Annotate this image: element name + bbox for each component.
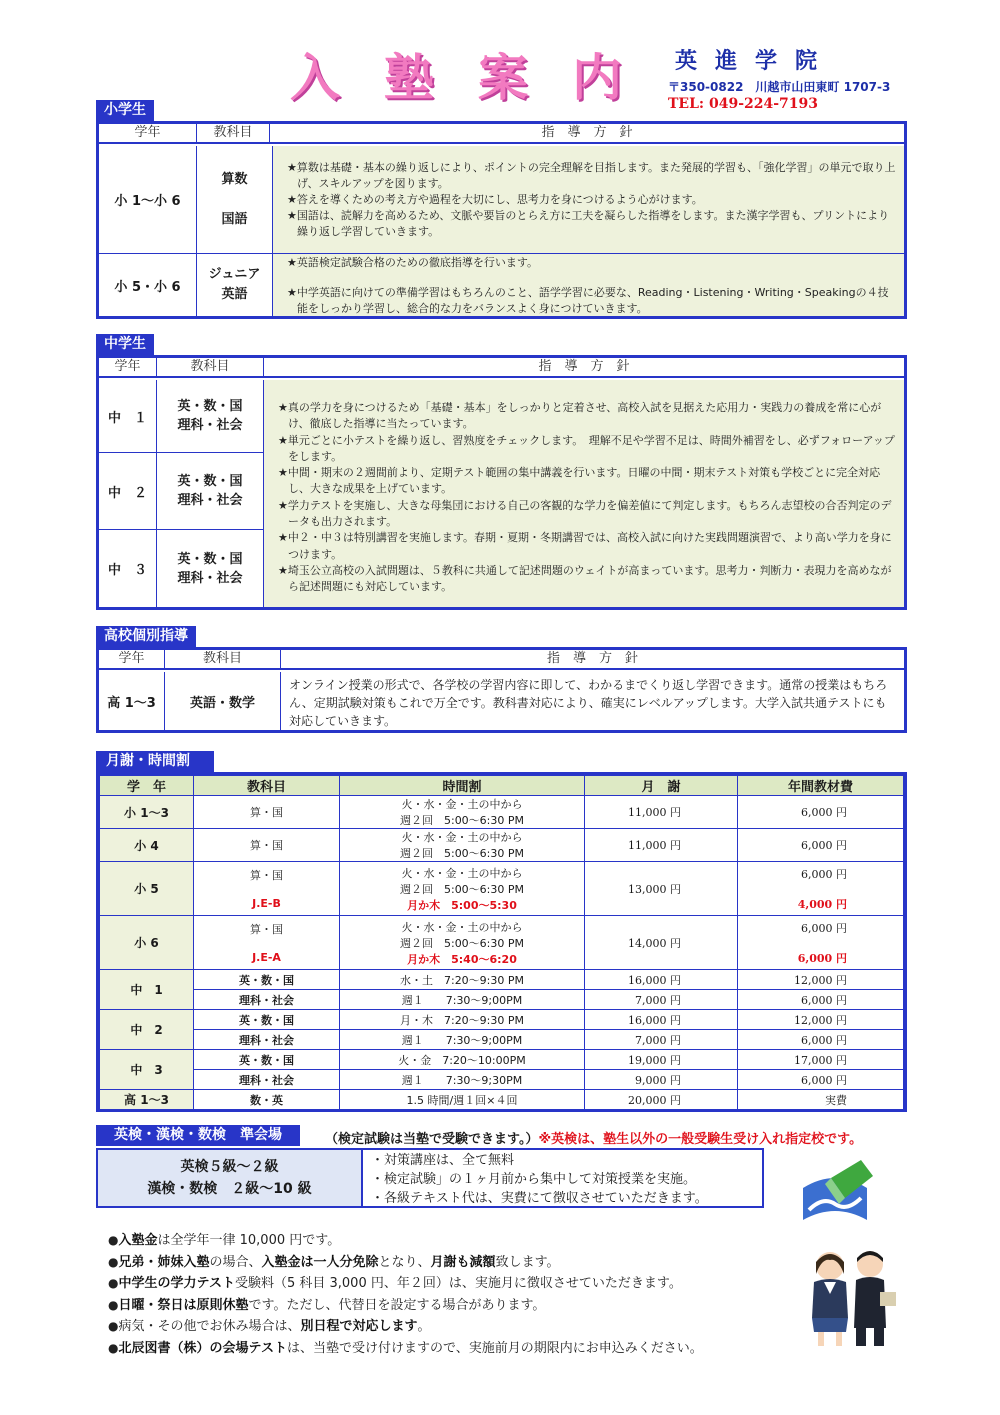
- subject-label: 算・国: [250, 869, 283, 882]
- schedule-cell: [340, 829, 585, 862]
- fee-cell: 11,000 円: [585, 829, 738, 862]
- material-cell: 12,000 円: [738, 1010, 904, 1030]
- subject-cell: 理科・社会: [194, 1030, 340, 1050]
- subject-label: 算・国: [250, 923, 283, 936]
- material-cell: 6,000 円: [738, 796, 904, 829]
- note-bold: 日曜・祭日は原則休塾: [118, 1297, 249, 1313]
- fee-cell: 16,000 円: [585, 1010, 738, 1030]
- table-row: [100, 796, 904, 829]
- note-text: 致します。: [495, 1254, 560, 1270]
- note-text: 病気・その他でお休み場合は、: [118, 1319, 301, 1334]
- header-grade: 学 年: [100, 776, 194, 796]
- subject-cell: 算・国: [194, 829, 340, 862]
- schedule-days: 火・水・金・土の中から: [401, 866, 523, 880]
- material-value-je: 6,000 円: [797, 951, 847, 965]
- table-row: [100, 1050, 904, 1070]
- subject-cell: [194, 916, 340, 970]
- grade-cell: 小 4: [100, 829, 194, 862]
- grade-cell: 小 1〜3: [100, 796, 194, 829]
- table-header: [99, 650, 904, 670]
- policy-line: ★中間・期末の２週間前より、定期テスト範囲の集中講義を行います。日曜の中間・期末テスト対策も学校ごとに完全対応し、大きな成果を上げています。: [278, 466, 881, 496]
- header-grade: 学年: [99, 358, 157, 376]
- subject-label: 英・数・国: [177, 551, 243, 567]
- table-row: [100, 916, 904, 970]
- subject-cell: 英語・数学: [165, 672, 281, 730]
- header-policy: 指 導 方 針: [546, 651, 638, 666]
- exam-levels: [98, 1150, 363, 1206]
- subject-label: 英・数・国: [177, 399, 243, 414]
- policy-junior: [264, 380, 904, 607]
- note-item: ●入塾金は全学年一律 10,000 円です。: [108, 1233, 341, 1248]
- exam-note-warning: ※英検は、塾生以外の一般受験生受け入れ指定校です。: [538, 1132, 863, 1147]
- subject-label: 理科・社会: [177, 418, 243, 433]
- grade-cell: 中 ２: [99, 453, 157, 530]
- exam-box: [96, 1148, 764, 1208]
- subject-label: 算数: [221, 171, 248, 187]
- subject-cell: [197, 146, 273, 254]
- subject-cell: 英・数・国: [194, 970, 340, 990]
- note-bold: 兄弟・姉妹入塾: [118, 1254, 210, 1270]
- table-header: [99, 124, 904, 144]
- table-row: [100, 1090, 904, 1110]
- subject-label-je: J.E-A: [252, 951, 281, 964]
- table-row: [100, 829, 904, 862]
- school-tel: TEL: 049-224-7193: [668, 96, 819, 112]
- fee-cell: 9,000 円: [585, 1070, 738, 1090]
- policy-english: [273, 254, 904, 316]
- note-bold: 中学生の学力テスト: [118, 1276, 235, 1291]
- high-table: [96, 647, 907, 733]
- schedule-time: 週２回 5:00〜6:30 PM: [399, 882, 525, 896]
- exam-details: [363, 1150, 762, 1206]
- subject-label: 国語: [221, 211, 248, 227]
- fee-cell: 11,000 円: [585, 796, 738, 829]
- section-label-junior: 中学生: [96, 334, 154, 355]
- table-row: [100, 990, 904, 1010]
- schedule-time: 週２回 5:00〜6:30 PM: [399, 847, 525, 860]
- school-address: 〒350-0822 川越市山田東町 1707-3: [668, 80, 891, 94]
- subject-label: 英・数・国: [177, 474, 243, 489]
- section-label-fees: 月謝・時間割: [96, 751, 214, 772]
- material-cell: 実費: [738, 1090, 904, 1110]
- subject-cell: 英・数・国: [194, 1050, 340, 1070]
- exam-level-kanken: 漢検・数検 ２級〜10 級: [147, 1181, 312, 1197]
- header-subject: 教科目: [157, 358, 264, 376]
- exam-detail-line: ・検定試験」の１ヶ月前から集中して対策授業を実施。: [371, 1172, 697, 1187]
- header-grade: 学年: [99, 650, 165, 668]
- schedule-days: 火・水・金・土の中から: [401, 920, 523, 934]
- note-text: は、当塾で受け付けますので、実施前月の期限内にお申込みください。: [286, 1340, 703, 1356]
- note-item: ●病気・その他でお休み場合は、別日程で対応します。: [108, 1319, 431, 1334]
- policy-line: ★答えを導くための考え方や過程を大切にし、思考力を身につけるよう心がけます。: [287, 193, 703, 206]
- subject-label: ジュニア: [208, 267, 261, 282]
- fee-cell: 7,000 円: [585, 990, 738, 1010]
- material-cell: 12,000 円: [738, 970, 904, 990]
- table-row: [100, 1010, 904, 1030]
- schedule-time: 週２回 5:00〜6:30 PM: [399, 936, 525, 950]
- policy-line: ★算数は基礎・基本の繰り返しにより、ポイントの完全理解を目指します。また発展的学習も、「強化学習」の単元で取り上げ、スキルアップを図ります。: [287, 161, 896, 190]
- fee-table: [96, 772, 907, 1112]
- schedule-days: 火・水・金・土の中から: [401, 831, 523, 844]
- material-cell: 6,000 円: [738, 1070, 904, 1090]
- subject-label: 理科・社会: [177, 570, 243, 586]
- subject-cell: [197, 254, 273, 316]
- exam-note-main: （検定試験は当塾で受験できます。）: [325, 1132, 539, 1147]
- schedule-cell: 週１ 7:30〜9;30PM: [340, 1070, 585, 1090]
- note-item: ●中学生の学力テスト受験料（5 科目 3,000 円、年２回）は、実施月に徴収させていただきます。: [108, 1276, 682, 1291]
- note-text: です。ただし、代替日を設定する場合があります。: [248, 1297, 546, 1313]
- header-subject: 教科目: [165, 650, 281, 668]
- schedule-time-je: 月か木 5:00〜5:30: [407, 898, 517, 912]
- subject-label-je: J.E-B: [252, 897, 281, 910]
- grade-cell: 小 6: [100, 916, 194, 970]
- subject-cell: 理科・社会: [194, 990, 340, 1010]
- header-subject: 教科目: [194, 776, 340, 796]
- section-label-exam: 英検・漢検・数検 準会場: [96, 1125, 300, 1146]
- table-row: [100, 970, 904, 990]
- subject-label: 英語: [221, 287, 248, 302]
- table-row: [100, 1070, 904, 1090]
- policy-line: ★学力テストを実施し、大きな母集団における自己の客観的な学力を偏差値にて判定します。もちろん志望校の合否判定のデータも出力されます。: [278, 498, 892, 529]
- note-bold: 入塾金は一人分免除: [261, 1254, 379, 1270]
- grade-cell: 小 5: [100, 862, 194, 916]
- subject-label: 理科・社会: [177, 493, 243, 508]
- table-row: [100, 862, 904, 916]
- table-header: [99, 358, 904, 378]
- note-item: ●北辰図書（株）の会場テストは、当塾で受け付けますので、実施前月の期限内にお申込みください。: [108, 1340, 703, 1356]
- header: [0, 0, 1000, 110]
- policy-line: ★英語検定試験合格のための徹底指導を行います。: [287, 256, 538, 269]
- note-bold: 別日程で対応します: [300, 1319, 418, 1334]
- subject-cell: 数・英: [194, 1090, 340, 1110]
- note-text: 。: [417, 1319, 431, 1334]
- schedule-cell: [340, 916, 585, 970]
- note-bold: 入塾金: [118, 1233, 158, 1248]
- fee-cell: 16,000 円: [585, 970, 738, 990]
- grade-cell: 中 3: [100, 1050, 194, 1090]
- fee-cell: 7,000 円: [585, 1030, 738, 1050]
- exam-detail-line: ・対策講座は、全て無料: [371, 1153, 515, 1168]
- header-policy: 指 導 方 針: [538, 359, 630, 374]
- table-row: [100, 1030, 904, 1050]
- elementary-table: [96, 121, 907, 319]
- schedule-cell: 週１ 7:30〜9;00PM: [340, 990, 585, 1010]
- subject-cell: [194, 862, 340, 916]
- material-value-je: 4,000 円: [797, 897, 847, 911]
- subject-cell: [157, 380, 264, 453]
- schedule-time: 週２回 5:00〜6:30 PM: [399, 814, 525, 827]
- page-title: 入塾案内: [290, 48, 666, 107]
- policy-line: ★国語は、読解力を高めるため、文脈や要旨のとらえ方に工夫を凝らした指導をします。また漢字学習も、プリントにより繰り返し学習していきます。: [287, 209, 890, 238]
- note-bold: 北辰図書（株）の会場テスト: [118, 1340, 287, 1356]
- fee-cell: 13,000 円: [585, 862, 738, 916]
- policy-line: ★中学英語に向けての準備学習はもちろんのこと、語学学習に必要な、Reading・Listening・Writing・Speakingの４技能をしっかり学習し、総合的な力をバランスよく身につけていきます。: [287, 286, 889, 315]
- material-value: 6,000 円: [801, 921, 847, 935]
- note-item: ●兄弟・姉妹入塾の場合、入塾金は一人分免除となり、月謝も減額致します。: [108, 1254, 560, 1270]
- subject-cell: [157, 530, 264, 607]
- schedule-cell: [340, 796, 585, 829]
- header-grade: 学年: [99, 124, 197, 142]
- schedule-time-je: 月か木 5:40〜6:20: [407, 952, 517, 966]
- fee-cell: 19,000 円: [585, 1050, 738, 1070]
- header-schedule: 時間割: [340, 776, 585, 796]
- subject-cell: 理科・社会: [194, 1070, 340, 1090]
- subject-cell: 英・数・国: [194, 1010, 340, 1030]
- note-text: は全学年一律 10,000 円です。: [157, 1233, 341, 1248]
- note-item: ●日曜・祭日は原則休塾です。ただし、代替日を設定する場合があります。: [108, 1297, 546, 1313]
- header-subject: 教科目: [197, 124, 270, 142]
- note-bold: 月謝も減額: [430, 1254, 496, 1270]
- grade-cell: 中 ３: [99, 530, 157, 607]
- logo-icon: [795, 1158, 875, 1230]
- exam-note: [325, 1128, 862, 1147]
- schedule-cell: 週１ 7:30〜9;00PM: [340, 1030, 585, 1050]
- grade-cell: 中 2: [100, 1010, 194, 1050]
- subject-cell: 算・国: [194, 796, 340, 829]
- subject-cell: [157, 453, 264, 530]
- header-policy: 指 導 方 針: [541, 125, 633, 140]
- material-value: 6,000 円: [801, 867, 847, 881]
- header-fee: 月 謝: [585, 776, 738, 796]
- section-label-elementary: 小学生: [96, 100, 154, 121]
- note-text: 受験料（5 科目 3,000 円、年２回）は、実施月に徴収させていただきます。: [234, 1276, 682, 1291]
- grade-cell: 中 １: [99, 380, 157, 453]
- policy-line: ★中２・中３は特別講習を実施します。春期・夏期・冬期講習では、高校入試に向けた実践問題演習で、より高い学力を身につけます。: [278, 531, 892, 561]
- header-material: 年間教材費: [738, 776, 904, 796]
- section-label-high: 高校個別指導: [96, 626, 196, 647]
- grade-cell: 高 1〜3: [99, 672, 165, 730]
- note-text: となり、: [378, 1254, 431, 1270]
- grade-cell: 小 5・小 6: [99, 254, 197, 316]
- grade-cell: 小 1〜小 6: [99, 146, 197, 254]
- schedule-days: 火・水・金・土の中から: [401, 798, 523, 811]
- junior-table: [96, 355, 907, 610]
- policy-line: ★埼玉公立高校の入試問題は、５教科に共通して記述問題のウェイトが高まっています。思考力・判断力・表現力を高めながら記述問題にも対応しています。: [278, 563, 892, 594]
- material-cell: [738, 916, 904, 970]
- schedule-cell: 1.5 時間/週１回×４回: [340, 1090, 585, 1110]
- policy-line: ★単元ごとに小テストを繰り返し、習熟度をチェックします。 理解不足や学習不足は、時間外補習をし、必ずフォローアップをします。: [278, 433, 895, 463]
- schedule-cell: 火・金 7:20〜10:00PM: [340, 1050, 585, 1070]
- grade-cell: 中 1: [100, 970, 194, 1010]
- students-illustration-icon: [800, 1248, 900, 1350]
- note-text: の場合、: [209, 1254, 262, 1270]
- schedule-cell: 水・土 7:20〜9:30 PM: [340, 970, 585, 990]
- fee-cell: 14,000 円: [585, 916, 738, 970]
- policy-line: ★真の学力を身につけるため「基礎・基本」をしっかりと定着させ、高校入試を見据えた応用力・実践力の養成を常に心がけ、徹底した指導に当たっています。: [278, 401, 882, 431]
- schedule-cell: [340, 862, 585, 916]
- grade-cell: 高 1〜3: [100, 1090, 194, 1110]
- policy-high: オンライン授業の形式で、各学校の学習内容に即して、わかるまでくり返し学習できます。通常の授業はもちろん、定期試験対策もこれで万全です。教科書対応により、確実にレベルアップします。大学入試共通テストにも対応していきます。: [289, 678, 888, 728]
- notes-list: [108, 1230, 703, 1359]
- exam-detail-line: ・各級テキスト代は、実費にて徴収させていただきます。: [371, 1191, 708, 1206]
- exam-level-eiken: 英検５級〜２級: [180, 1159, 279, 1175]
- fee-cell: 20,000 円: [585, 1090, 738, 1110]
- material-cell: 6,000 円: [738, 1030, 904, 1050]
- school-name: 英進学院: [675, 49, 836, 74]
- table-header-row: [100, 776, 904, 796]
- material-cell: 6,000 円: [738, 829, 904, 862]
- schedule-cell: 月・木 7:20〜9:30 PM: [340, 1010, 585, 1030]
- material-cell: 6,000 円: [738, 990, 904, 1010]
- material-cell: [738, 862, 904, 916]
- material-cell: 17,000 円: [738, 1050, 904, 1070]
- policy-elementary: [273, 146, 904, 254]
